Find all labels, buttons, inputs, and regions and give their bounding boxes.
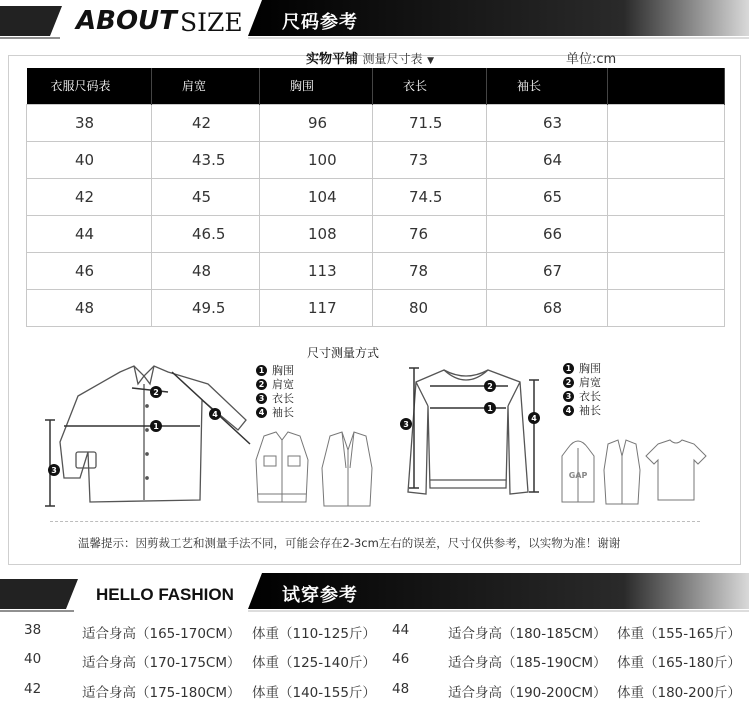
legend-label: 衣长 bbox=[272, 392, 294, 405]
svg-text:4: 4 bbox=[531, 414, 537, 423]
logo-size: SIZE bbox=[180, 8, 243, 37]
cell-shoulder: 43.5 bbox=[152, 141, 260, 178]
legend-label: 袖长 bbox=[579, 404, 601, 417]
col-header-chest: 胸围 bbox=[260, 68, 373, 104]
fit-size: 42 bbox=[24, 681, 42, 697]
fit-size: 48 bbox=[392, 681, 410, 697]
hello-fashion-title: HELLO FASHION bbox=[96, 585, 234, 604]
section-title: 尺码参考 bbox=[282, 12, 358, 33]
legend-label: 肩宽 bbox=[272, 378, 294, 391]
legend-item bbox=[256, 405, 294, 419]
cell-chest: 117 bbox=[260, 289, 373, 326]
cell-chest: 104 bbox=[260, 178, 373, 215]
cell-sleeve: 65 bbox=[487, 178, 608, 215]
table-row bbox=[27, 215, 725, 252]
legend-number: 3 bbox=[256, 393, 267, 404]
cell-blank bbox=[608, 215, 725, 252]
col-header-length: 衣长 bbox=[373, 68, 487, 104]
cell-length: 78 bbox=[373, 252, 487, 289]
svg-text:2: 2 bbox=[487, 382, 493, 391]
cell-size: 46 bbox=[27, 252, 152, 289]
svg-text:3: 3 bbox=[403, 420, 409, 429]
divider bbox=[50, 521, 700, 522]
cell-length: 80 bbox=[373, 289, 487, 326]
fitting-row bbox=[0, 679, 749, 701]
cell-blank bbox=[608, 104, 725, 141]
cell-chest: 100 bbox=[260, 141, 373, 178]
cell-sleeve: 66 bbox=[487, 215, 608, 252]
col-header-blank bbox=[608, 68, 725, 104]
cell-chest: 113 bbox=[260, 252, 373, 289]
cell-size: 40 bbox=[27, 141, 152, 178]
cell-blank bbox=[608, 178, 725, 215]
fit-height: 适合身高（170-175CM） bbox=[82, 655, 241, 671]
col-header-sleeve: 袖长 bbox=[487, 68, 608, 104]
legend-number: 2 bbox=[563, 377, 574, 388]
size-banner bbox=[0, 0, 749, 44]
table-label: 测量尺寸表 bbox=[362, 52, 423, 66]
legend-item bbox=[563, 361, 601, 375]
fit-size: 46 bbox=[392, 651, 410, 667]
legend-number: 4 bbox=[256, 407, 267, 418]
legend-number: 2 bbox=[256, 379, 267, 390]
tip-label: 温馨提示： bbox=[78, 536, 136, 550]
col-header-shoulder: 肩宽 bbox=[152, 68, 260, 104]
svg-text:2: 2 bbox=[153, 388, 159, 397]
warm-tip bbox=[78, 535, 620, 551]
fit-size: 40 bbox=[24, 651, 42, 667]
cell-shoulder: 49.5 bbox=[152, 289, 260, 326]
cell-sleeve: 64 bbox=[487, 141, 608, 178]
legend-label: 肩宽 bbox=[579, 376, 601, 389]
fit-height: 适合身高（175-180CM） bbox=[82, 685, 241, 701]
table-row bbox=[27, 104, 725, 141]
legend-item bbox=[563, 389, 601, 403]
fit-height: 适合身高（180-185CM） bbox=[448, 626, 607, 642]
cell-sleeve: 68 bbox=[487, 289, 608, 326]
cell-blank bbox=[608, 289, 725, 326]
fit-height: 适合身高（190-200CM） bbox=[448, 685, 607, 701]
cell-blank bbox=[608, 141, 725, 178]
sweater-diagram bbox=[396, 360, 546, 505]
cell-chest: 108 bbox=[260, 215, 373, 252]
tip-text: 因剪裁工艺和测量手法不同，可能会存在2-3cm左右的误差，尺寸仅供参考，以实物为准！谢谢 bbox=[135, 536, 621, 550]
hoodie-print: GAP bbox=[568, 471, 588, 480]
legend-item bbox=[256, 377, 294, 391]
svg-text:1: 1 bbox=[487, 404, 493, 413]
legend-left bbox=[256, 363, 294, 419]
shirt-diagram bbox=[42, 360, 257, 510]
fitting-row bbox=[0, 620, 749, 642]
cell-length: 76 bbox=[373, 215, 487, 252]
cell-size: 48 bbox=[27, 289, 152, 326]
cell-shoulder: 42 bbox=[152, 104, 260, 141]
legend-item bbox=[563, 403, 601, 417]
cell-shoulder: 45 bbox=[152, 178, 260, 215]
cell-shoulder: 48 bbox=[152, 252, 260, 289]
legend-right bbox=[563, 361, 601, 417]
jacket-illustrations bbox=[246, 428, 376, 513]
measure-title: 尺寸测量方式 bbox=[307, 346, 380, 360]
fitting-row bbox=[0, 649, 749, 671]
legend-label: 胸围 bbox=[272, 364, 294, 377]
table-row bbox=[27, 141, 725, 178]
table-header-row bbox=[27, 68, 725, 104]
cell-size: 38 bbox=[27, 104, 152, 141]
legend-label: 胸围 bbox=[579, 362, 601, 375]
cell-sleeve: 67 bbox=[487, 252, 608, 289]
fit-weight: 体重（180-200斤） bbox=[617, 685, 741, 701]
fitting-title: 试穿参考 bbox=[282, 585, 358, 606]
legend-number: 1 bbox=[563, 363, 574, 374]
legend-number: 3 bbox=[563, 391, 574, 402]
cell-chest: 96 bbox=[260, 104, 373, 141]
legend-label: 衣长 bbox=[579, 390, 601, 403]
svg-text:3: 3 bbox=[51, 466, 57, 475]
cell-size: 44 bbox=[27, 215, 152, 252]
cell-size: 42 bbox=[27, 178, 152, 215]
cell-length: 74.5 bbox=[373, 178, 487, 215]
fit-weight: 体重（110-125斤） bbox=[252, 626, 376, 642]
svg-text:4: 4 bbox=[212, 410, 218, 419]
table-row bbox=[27, 289, 725, 326]
table-subheader bbox=[0, 45, 749, 67]
col-header-size: 衣服尺码表 bbox=[27, 68, 152, 104]
cell-length: 73 bbox=[373, 141, 487, 178]
cell-shoulder: 46.5 bbox=[152, 215, 260, 252]
table-row bbox=[27, 252, 725, 289]
legend-item bbox=[256, 363, 294, 377]
flat-label: 实物平铺 bbox=[306, 52, 359, 67]
unit-label: 单位:cm bbox=[566, 52, 617, 67]
legend-item bbox=[563, 375, 601, 389]
legend-item bbox=[256, 391, 294, 405]
table-heading bbox=[306, 48, 434, 67]
fit-size: 44 bbox=[392, 622, 410, 638]
cell-sleeve: 63 bbox=[487, 104, 608, 141]
hoodie-cardigan-tshirt-illustrations bbox=[560, 434, 710, 509]
logo-about: ABOUT bbox=[76, 6, 177, 36]
svg-text:1: 1 bbox=[153, 422, 159, 431]
fit-size: 38 bbox=[24, 622, 42, 638]
size-table bbox=[26, 68, 725, 327]
legend-number: 1 bbox=[256, 365, 267, 376]
fit-height: 适合身高（185-190CM） bbox=[448, 655, 607, 671]
dropdown-icon: ▼ bbox=[427, 56, 435, 66]
fitting-banner bbox=[0, 573, 749, 617]
fit-weight: 体重（140-155斤） bbox=[252, 685, 376, 701]
fit-height: 适合身高（165-170CM） bbox=[82, 626, 241, 642]
fit-weight: 体重（125-140斤） bbox=[252, 655, 376, 671]
fit-weight: 体重（155-165斤） bbox=[617, 626, 741, 642]
cell-blank bbox=[608, 252, 725, 289]
legend-label: 袖长 bbox=[272, 406, 294, 419]
table-row bbox=[27, 178, 725, 215]
fit-weight: 体重（165-180斤） bbox=[617, 655, 741, 671]
legend-number: 4 bbox=[563, 405, 574, 416]
cell-length: 71.5 bbox=[373, 104, 487, 141]
